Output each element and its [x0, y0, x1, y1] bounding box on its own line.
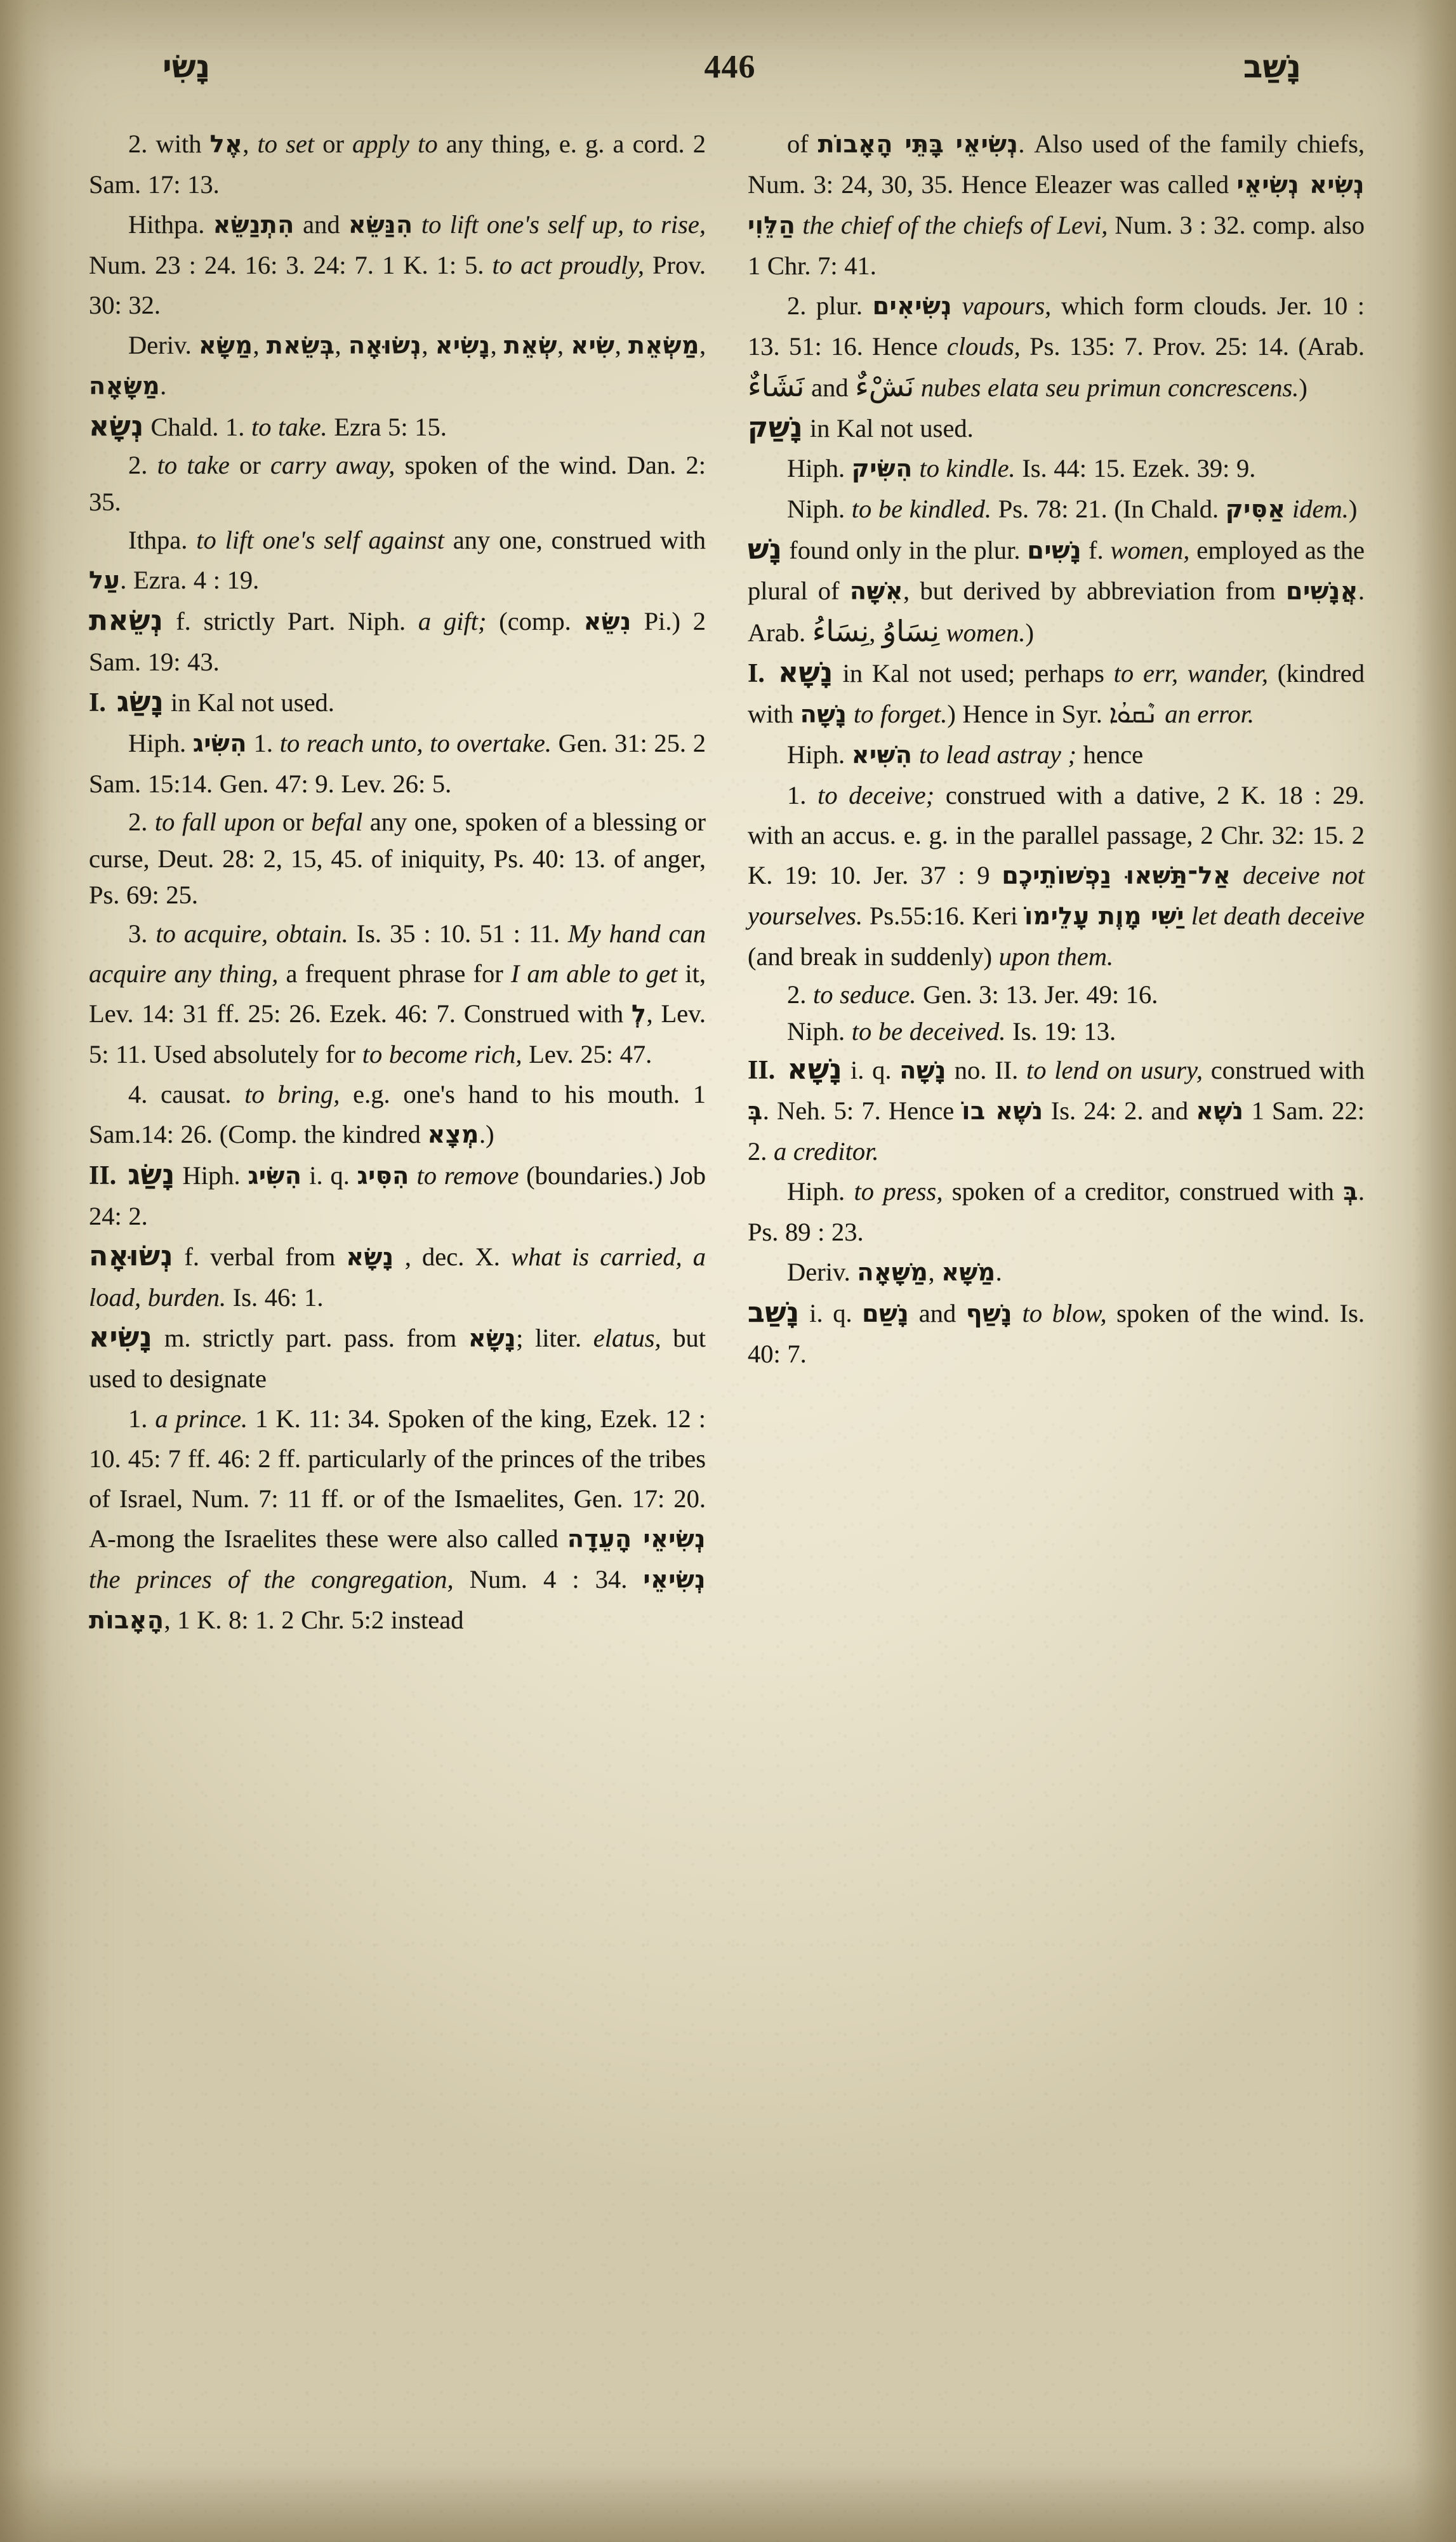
body-text: Is. 44: 15. Ezek. 39: 9.: [1015, 454, 1256, 482]
dictionary-entry: [748, 408, 1365, 448]
body-text: construed with: [1202, 1056, 1365, 1085]
hebrew-text: בְּשֵׂאת: [266, 331, 335, 359]
page-number: 446: [704, 48, 756, 85]
body-text: [409, 1161, 417, 1190]
body-text: 4. causat.: [128, 1079, 245, 1108]
hebrew-text: הִשִּׂיק: [851, 455, 913, 482]
italic-gloss: to forget.: [853, 700, 948, 728]
dictionary-entry: [748, 1049, 1365, 1171]
syriac-text: ܢܶܩܘܳܐ: [1109, 700, 1158, 729]
body-text: 1 K. 11: 34. Spoken of the king, Ezek. 12 : 10. 45: 7 ff. 46: 2 ff. particularly of the princes of the tribes of Israel, Num. 7: 11 ff. or of the Ismaelites, Gen. 17: 20. A-mong the Israelites these were also called: [89, 1404, 706, 1553]
body-text: 1 Sam. 22: 2.: [748, 1096, 1365, 1166]
body-text: which form clouds. Jer. 10 : 13. 51: 16. Hence: [748, 291, 1365, 361]
hebrew-text: לְ: [632, 999, 647, 1028]
body-text: or: [229, 451, 271, 479]
body-text: . Ezra. 4 : 19.: [120, 566, 260, 595]
hebrew-text: מַשְׂאֵת: [628, 331, 699, 359]
body-text: ): [1025, 618, 1035, 647]
hebrew-text: נָשַׁם: [862, 1300, 910, 1328]
hebrew-text: מַשָּׁא: [941, 1258, 996, 1287]
body-text: [1285, 495, 1292, 523]
hebrew-text: נִשֵּׂא: [583, 608, 632, 636]
italic-gloss: to take: [157, 451, 230, 479]
hebrew-text: מַשָּׁאָה: [857, 1258, 929, 1287]
body-text: Gen. 3: 13. Jer. 49: 16.: [916, 980, 1158, 1009]
body-text: in Kal not used.: [803, 414, 974, 443]
body-text: ): [1299, 373, 1307, 402]
italic-gloss: to press,: [854, 1177, 943, 1206]
body-text: Ps. 135: 7. Prov. 25: 14. (Arab.: [1020, 332, 1365, 361]
italic-gloss: women,: [1110, 536, 1190, 564]
hebrew-text: עַל: [89, 566, 121, 595]
body-text: ,: [490, 331, 505, 359]
hebrew-text: מַשָּׂא: [199, 331, 253, 359]
entry-headword-hebrew: נְשׂוּאָה: [89, 1239, 174, 1272]
hebrew-text: בְּ: [1343, 1178, 1358, 1206]
italic-gloss: My hand can acquire any thing,: [89, 919, 706, 988]
body-text: , but derived by abbreviation from: [903, 576, 1286, 605]
body-text: in Kal not used; perhaps: [833, 659, 1114, 688]
body-text: Chald. 1.: [143, 413, 251, 441]
entry-headword-hebrew: נְשָׂא: [89, 410, 144, 443]
body-text: ,: [557, 331, 571, 359]
body-text: Prov. 30: 32.: [89, 251, 706, 319]
body-text: of: [787, 130, 818, 158]
body-text: . Neh. 5: 7. Hence: [762, 1096, 962, 1126]
body-text: 2. plur.: [787, 291, 873, 320]
hebrew-text: אֶל: [209, 130, 243, 158]
body-text: ,: [253, 331, 267, 359]
body-text: f.: [1082, 536, 1111, 564]
hebrew-text: הִשִּׁיא: [851, 741, 913, 769]
running-head: [114, 39, 1346, 94]
body-text: e.g. one's hand to his mouth. 1 Sam.14: 26. (Comp. the kindred: [89, 1079, 706, 1148]
italic-gloss: to seduce.: [813, 980, 917, 1009]
italic-gloss: to be kindled.: [851, 495, 992, 523]
body-text: .: [995, 1258, 1002, 1287]
hebrew-text: נְשִׂיאֵי הָאָבוֹת: [89, 1565, 706, 1634]
body-text: a frequent phrase for: [278, 959, 511, 988]
dictionary-sense-paragraph: [748, 1252, 1365, 1293]
dictionary-sense-paragraph: [89, 1074, 706, 1155]
body-text: ,: [614, 331, 629, 359]
body-text: i. q.: [799, 1299, 863, 1328]
italic-gloss: to lead astray ;: [919, 740, 1076, 769]
body-text: [913, 740, 920, 769]
italic-gloss: to bring,: [244, 1079, 340, 1108]
italic-gloss: to take.: [251, 413, 328, 441]
body-text: Hithpa.: [128, 210, 213, 239]
italic-gloss: to lend on usury,: [1026, 1056, 1203, 1085]
dictionary-sense-paragraph: [748, 775, 1365, 976]
italic-gloss: let death deceive: [1191, 902, 1365, 930]
dictionary-sense-paragraph: [89, 447, 706, 520]
italic-gloss: to act proudly,: [492, 251, 644, 279]
body-text: [952, 291, 962, 320]
body-text: [1184, 902, 1191, 930]
hebrew-text: אַל־תַּשִּׁאוּ נַפְשׁוֹתֵיכֶם: [1002, 862, 1231, 889]
italic-gloss: the chief of the chiefs of Levi,: [802, 211, 1108, 239]
italic-gloss: upon them.: [998, 942, 1114, 971]
body-text: . Ps. 89 : 23.: [748, 1177, 1365, 1247]
hebrew-text: נְשׂוּאָה: [348, 331, 422, 359]
italic-gloss: I am able to get: [510, 959, 678, 988]
entry-headword-hebrew: נָשַׁק: [748, 411, 804, 444]
body-text: Is. 46: 1.: [226, 1282, 324, 1312]
dictionary-sense-paragraph: [748, 976, 1365, 1013]
body-text: Niph.: [787, 495, 852, 523]
hebrew-text: אַסִּיק: [1225, 495, 1286, 523]
body-text: in Kal not used.: [164, 688, 334, 717]
dictionary-sense-paragraph: [748, 448, 1365, 489]
hebrew-text: נְשִׂיאִים: [872, 292, 953, 320]
italic-gloss: to err, wander,: [1113, 659, 1268, 688]
entry-headword-hebrew: נָשִׂיא: [89, 1321, 153, 1354]
hebrew-text: הִנַּשֵּׂא: [348, 211, 413, 239]
italic-gloss: to acquire, obtain.: [156, 919, 348, 948]
body-text: Hiph.: [787, 454, 852, 482]
dictionary-entry: [89, 1236, 706, 1317]
italic-gloss: a gift;: [418, 607, 487, 636]
body-text: Niph.: [787, 1016, 852, 1046]
entry-headword-hebrew: נָשַׂג: [128, 1158, 175, 1191]
body-text: and: [804, 373, 856, 402]
body-text: i. q.: [301, 1161, 357, 1190]
italic-gloss: the princes of the congregation,: [89, 1564, 454, 1594]
body-text: Ps. 78: 21. (In Chald.: [991, 495, 1226, 523]
body-text: construed with a dative, 2 K. 18 : 29. with an accus. e. g. in the parallel passage, 2 Chr. 32: 15. 2 K. 19: 10. Jer. 37 : 9: [748, 781, 1365, 889]
body-text: [413, 210, 421, 239]
italic-gloss: to kindle.: [919, 454, 1016, 482]
body-text: any one, construed with: [444, 526, 706, 555]
hebrew-text: אֲנָשִׁים: [1286, 577, 1358, 605]
dictionary-sense-paragraph: [89, 914, 706, 1074]
italic-gloss: clouds,: [946, 332, 1021, 361]
body-text: Hiph.: [787, 740, 852, 769]
body-text: .): [479, 1119, 494, 1148]
body-text: Num. 4 : 34.: [453, 1564, 644, 1594]
body-text: ,: [869, 618, 882, 647]
hebrew-text: נָשָׂא: [346, 1242, 394, 1271]
body-text: ,: [699, 331, 706, 359]
body-text: any thing, e. g. a cord. 2 Sam. 17: 13.: [89, 130, 706, 199]
dictionary-entry: [89, 406, 706, 447]
body-text: and: [909, 1299, 966, 1328]
body-text: , dec. X.: [394, 1242, 512, 1271]
italic-gloss: deceive not yourselves.: [748, 861, 1365, 930]
body-text: m. strictly part. pass. from: [152, 1323, 468, 1352]
body-text: 3.: [128, 919, 156, 948]
body-text: 1.: [787, 781, 818, 809]
italic-gloss: befal: [311, 808, 363, 837]
body-text: . Arab.: [748, 576, 1365, 647]
body-text: f. strictly Part. Niph.: [163, 607, 418, 636]
body-text: 2.: [787, 980, 813, 1009]
hebrew-text: יַשִּׁי מָוֶת עָלֵימוֹ: [1024, 902, 1184, 930]
dictionary-sense-paragraph: [748, 286, 1365, 408]
body-text: [913, 454, 920, 482]
body-text: Deriv.: [128, 331, 199, 359]
body-text: [1231, 861, 1243, 889]
body-text: and: [294, 210, 348, 239]
italic-gloss: nubes elata seu primun concrescens.: [920, 373, 1299, 402]
body-text: i. q.: [842, 1056, 900, 1085]
dictionary-sense-paragraph: [748, 735, 1365, 775]
body-text: spoken of the wind. Dan. 2: 35.: [89, 451, 706, 516]
italic-gloss: idem.: [1292, 495, 1349, 523]
body-text: Is. 19: 13.: [1005, 1016, 1116, 1046]
text-columns: [89, 124, 1365, 2473]
body-text: .: [160, 371, 167, 400]
italic-gloss: to fall upon: [154, 808, 275, 837]
body-text: Gen. 31: 25. 2 Sam. 15:14. Gen. 47: 9. Lev. 26: 5.: [89, 729, 706, 799]
hebrew-text: נָשִׂיא: [435, 331, 491, 359]
hebrew-text: נָשָׁה: [899, 1056, 946, 1085]
body-text: employed as the plural of: [748, 536, 1365, 605]
entry-headword-hebrew: נָשַׂג: [116, 686, 164, 719]
body-text: spoken of the wind. Is. 40: 7.: [748, 1299, 1365, 1369]
body-text: it, Lev. 14: 31 ff. 25: 26. Ezek. 46: 7. Construed with: [89, 959, 706, 1028]
body-text: Ithpa.: [128, 526, 197, 555]
hebrew-text: נְשִׂיאֵי בָּתֵּי הָאָבוֹת: [817, 130, 1019, 158]
dictionary-entry: [748, 529, 1365, 653]
body-text: 1.: [246, 729, 280, 758]
dictionary-entry: [89, 1155, 706, 1236]
body-text: [1012, 1299, 1023, 1328]
entry-roman-numeral: II.: [748, 1056, 784, 1086]
hebrew-text: אִשָּׁה: [849, 577, 903, 605]
italic-gloss: an error.: [1165, 700, 1255, 728]
body-text: ,: [334, 331, 348, 359]
body-text: ,: [928, 1258, 942, 1287]
dictionary-sense-paragraph: [89, 204, 706, 325]
hebrew-text: נָשָׂא: [468, 1324, 517, 1352]
body-text: any one, spoken of a blessing or curse, Deut. 28: 2, 15, 45. of iniquity, Ps. 40: 13. of anger, Ps. 69: 25.: [89, 808, 706, 910]
body-text: 2.: [128, 808, 155, 837]
body-text: spoken of a creditor, construed with: [943, 1177, 1344, 1206]
body-text: (kindred with: [748, 659, 1365, 728]
italic-gloss: to set: [257, 130, 315, 158]
dictionary-sense-paragraph: [89, 124, 706, 204]
arabic-text: نَشْءٌ: [855, 369, 915, 403]
body-text: , 1 K. 8: 1. 2 Chr. 5:2 instead: [164, 1605, 464, 1634]
body-text: Is. 35 : 10. 51 : 11.: [348, 919, 568, 948]
body-text: Pi.) 2 Sam. 19: 43.: [89, 607, 706, 677]
hebrew-text: נָשִׁים: [1027, 536, 1082, 564]
body-text: [914, 373, 921, 402]
body-text: [939, 618, 946, 647]
body-text: [795, 211, 802, 239]
body-text: Deriv.: [787, 1258, 857, 1287]
body-text: Num. 3 : 32. comp. also 1 Chr. 7: 41.: [748, 211, 1365, 280]
body-text: ,: [242, 130, 258, 158]
running-head-right-hebrew: נָשַׁב: [1243, 48, 1301, 85]
dictionary-entry: [89, 601, 706, 682]
hebrew-text: נֹשֶׁא בוֹ: [962, 1097, 1043, 1126]
italic-gloss: carry away,: [270, 451, 395, 479]
hebrew-text: נָשָׁה: [800, 700, 847, 728]
body-text: found only in the plur.: [782, 536, 1028, 564]
italic-gloss: to be deceived.: [851, 1016, 1006, 1046]
italic-gloss: to lift one's self against: [196, 526, 444, 555]
body-text: 2. with: [128, 130, 210, 158]
hebrew-text: הִתְנַשֵּׂא: [213, 211, 295, 239]
italic-gloss: to remove: [416, 1161, 519, 1190]
arabic-text: نِسَاوُ: [882, 614, 940, 648]
dictionary-entry: [748, 1293, 1365, 1374]
hebrew-text: נְשִׂיא נְשִׂיאֵי הַלֵּוִי: [748, 171, 1365, 239]
body-text: hence: [1076, 740, 1144, 769]
dictionary-sense-paragraph: [89, 804, 706, 914]
body-text: ; liter.: [516, 1323, 593, 1352]
body-text: but used to designate: [89, 1323, 706, 1393]
running-head-left-hebrew: נָשִׂי: [162, 48, 211, 85]
hebrew-text: הִסִּיג: [357, 1161, 409, 1190]
italic-gloss: a prince.: [155, 1404, 248, 1433]
dictionary-sense-paragraph: [748, 124, 1365, 286]
body-text: . Also used of the family chiefs, Num. 3: 24, 30, 35. Hence Eleazer was called: [748, 130, 1365, 199]
italic-gloss: elatus,: [593, 1323, 661, 1352]
dictionary-sense-paragraph: [748, 1013, 1365, 1050]
dictionary-entry: [748, 653, 1365, 735]
arabic-text: نَشَاءٌ: [748, 369, 805, 403]
body-text: no. II.: [946, 1056, 1026, 1085]
entry-headword-hebrew: נָשָׁא: [787, 1053, 843, 1086]
dictionary-sense-paragraph: [89, 723, 706, 804]
hebrew-text: נָשַׁף: [965, 1300, 1013, 1328]
body-text: or: [314, 130, 353, 158]
body-text: Hiph.: [175, 1161, 248, 1190]
body-text: or: [275, 808, 312, 837]
body-text: Hiph.: [787, 1177, 854, 1206]
body-text: 1.: [128, 1404, 156, 1433]
body-text: Num. 23 : 24. 16: 3. 24: 7. 1 K. 1: 5.: [89, 251, 493, 279]
body-text: [1158, 700, 1165, 728]
body-text: 2.: [128, 451, 157, 479]
dictionary-sense-paragraph: [748, 1171, 1365, 1252]
arabic-text: نِسَاءُ: [812, 614, 870, 648]
left-column: [89, 124, 706, 2473]
entry-headword-hebrew: נָשַׁב: [748, 1296, 800, 1329]
entry-headword-hebrew: נָשָׁא: [778, 656, 833, 689]
body-text: (boundaries.) Job 24: 2.: [89, 1161, 706, 1230]
hebrew-text: נְשִׂיאֵי הָעֵדָה: [567, 1524, 706, 1553]
dictionary-sense-paragraph: [89, 325, 706, 406]
italic-gloss: women.: [946, 618, 1026, 647]
italic-gloss: to lift one's self up, to rise,: [421, 210, 706, 239]
body-text: Hiph.: [128, 729, 193, 758]
hebrew-text: שְׂאֵת: [504, 331, 557, 359]
italic-gloss: to become rich,: [362, 1039, 522, 1068]
hebrew-text: הִשִּׂיג: [248, 1161, 302, 1190]
italic-gloss: to deceive;: [817, 781, 935, 809]
entry-roman-numeral: I.: [748, 659, 774, 688]
entry-roman-numeral: I.: [89, 688, 113, 718]
body-text: (and break in suddenly): [748, 942, 999, 971]
dictionary-entry: [89, 682, 706, 723]
body-text: (comp.: [486, 607, 584, 636]
hebrew-text: הִשִּׂיג: [192, 729, 247, 758]
body-text: ,: [421, 331, 435, 359]
body-text: Is. 24: 2. and: [1043, 1096, 1196, 1126]
right-column: [748, 124, 1365, 2473]
italic-gloss: to blow,: [1022, 1299, 1107, 1328]
italic-gloss: to reach unto, to overtake.: [279, 729, 552, 758]
hebrew-text: שִׂיא: [571, 331, 615, 359]
dictionary-sense-paragraph: [748, 489, 1365, 529]
body-text: f. verbal from: [173, 1242, 347, 1271]
body-text: ) Hence in Syr.: [947, 700, 1109, 728]
hebrew-text: נֹשֶׁא: [1196, 1097, 1244, 1126]
entry-roman-numeral: II.: [89, 1161, 124, 1190]
italic-gloss: what is carried, a load, burden.: [89, 1242, 706, 1312]
hebrew-text: מְצָא: [427, 1120, 479, 1148]
body-text: Ezra 5: 15.: [327, 413, 447, 441]
italic-gloss: a creditor.: [774, 1137, 879, 1166]
body-text: , Lev. 5: 11. Used absolutely for: [89, 999, 706, 1068]
entry-headword-hebrew: נְשֵׂאת: [89, 604, 164, 637]
body-text: ): [1348, 495, 1358, 523]
italic-gloss: apply to: [352, 130, 438, 158]
dictionary-sense-paragraph: [89, 1399, 706, 1640]
hebrew-text: מַשָּׂאָה: [89, 372, 161, 400]
entry-headword-hebrew: נָשׁ: [748, 533, 783, 566]
dictionary-sense-paragraph: [89, 520, 706, 601]
hebrew-text: בְּ: [748, 1097, 763, 1126]
dictionary-entry: [89, 1317, 706, 1399]
italic-gloss: vapours,: [962, 291, 1052, 320]
body-text: Lev. 25: 47.: [522, 1039, 652, 1068]
body-text: [847, 700, 854, 728]
body-text: Ps.55:16. Keri: [863, 902, 1025, 930]
